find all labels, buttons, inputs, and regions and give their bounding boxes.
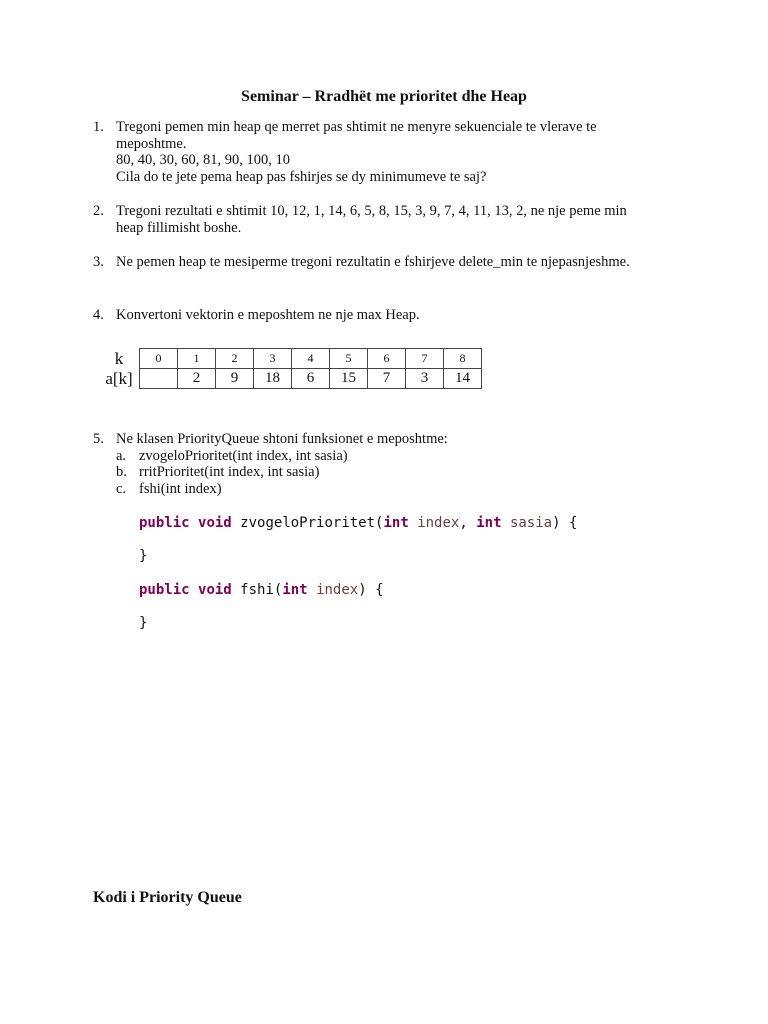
code-brace: } bbox=[139, 615, 148, 631]
k-cell: 1 bbox=[178, 349, 216, 369]
question-1-line-3: 80, 40, 30, 60, 81, 90, 100, 10 bbox=[116, 152, 290, 168]
subitem-letter: c. bbox=[116, 480, 127, 497]
k-cell: 8 bbox=[444, 349, 482, 369]
question-2-line-2: heap fillimisht boshe. bbox=[116, 219, 242, 236]
a-cell bbox=[140, 369, 178, 389]
question-number: 4. bbox=[93, 307, 104, 323]
code-keyword: int bbox=[282, 582, 308, 598]
code-param: sasia bbox=[509, 515, 553, 531]
k-cell: 2 bbox=[216, 349, 254, 369]
k-cell: 0 bbox=[140, 349, 178, 369]
question-4-line-1: Konvertoni vektorin e meposhtem ne nje max Heap. bbox=[116, 307, 420, 323]
question-1 bbox=[93, 119, 673, 185]
code-keyword: void bbox=[198, 582, 232, 598]
code-punct: ) { bbox=[552, 515, 578, 531]
a-cell: 2 bbox=[178, 369, 216, 389]
code-function-name: zvogeloPrioritet( bbox=[240, 515, 384, 531]
subitem-b bbox=[116, 464, 673, 481]
vector-table bbox=[99, 348, 482, 389]
question-3 bbox=[93, 254, 693, 271]
a-cell: 3 bbox=[406, 369, 444, 389]
a-cell: 7 bbox=[368, 369, 406, 389]
k-cell: 7 bbox=[406, 349, 444, 369]
subitem-a bbox=[116, 448, 673, 465]
code-function-name: fshi( bbox=[240, 582, 283, 598]
k-cell: 6 bbox=[368, 349, 406, 369]
question-2 bbox=[93, 203, 673, 236]
subitem-text: fshi(int index) bbox=[139, 480, 222, 497]
question-1-line-4: Cila do te jete pema heap pas fshirjes se dy minimumeve te saj? bbox=[116, 168, 487, 185]
k-cell: 4 bbox=[292, 349, 330, 369]
subitem-c bbox=[116, 481, 673, 498]
code-keyword: public bbox=[139, 515, 190, 531]
code-param: index bbox=[417, 515, 460, 531]
a-cell: 14 bbox=[444, 369, 482, 389]
a-cell: 6 bbox=[292, 369, 330, 389]
code-punct: , bbox=[459, 515, 477, 531]
a-cell: 18 bbox=[254, 369, 292, 389]
question-1-line-1: Tregoni pemen min heap qe merret pas shtimit ne menyre sekuenciale te vlerave te bbox=[116, 119, 597, 135]
code-keyword: void bbox=[198, 515, 232, 531]
code-line-fshi-signature bbox=[139, 582, 384, 598]
code-line-zvogelo-signature bbox=[139, 515, 577, 531]
question-number: 5. bbox=[93, 431, 104, 447]
subitem-letter: b. bbox=[116, 464, 127, 480]
code-brace: } bbox=[139, 548, 148, 564]
code-line-brace bbox=[139, 548, 147, 564]
code-line-brace bbox=[139, 615, 147, 631]
subitem-letter: a. bbox=[116, 447, 127, 464]
question-4 bbox=[93, 307, 673, 324]
question-2-line-1: Tregoni rezultati e shtimit 10, 12, 1, 14, 6, 5, 8, 15, 3, 9, 7, 4, 11, 13, 2, ne nje peme min bbox=[116, 203, 627, 219]
question-1-line-2: meposhtme. bbox=[116, 135, 187, 152]
k-cell: 5 bbox=[330, 349, 368, 369]
a-cell: 15 bbox=[330, 369, 368, 389]
question-5 bbox=[93, 431, 673, 497]
question-number: 3. bbox=[93, 254, 104, 270]
question-number: 1. bbox=[93, 119, 104, 135]
question-3-line-1: Ne pemen heap te mesiperme tregoni rezultatin e fshirjeve delete_min te njepasnjeshme. bbox=[116, 254, 630, 270]
code-keyword: int bbox=[476, 515, 502, 531]
table-row-a bbox=[99, 369, 482, 389]
a-label: a[k] bbox=[105, 368, 133, 388]
page-title: Seminar – Rradhët me prioritet dhe Heap bbox=[241, 88, 527, 105]
k-label: k bbox=[114, 348, 124, 368]
code-punct: ) { bbox=[358, 582, 384, 598]
code-keyword: int bbox=[383, 515, 409, 531]
code-param: index bbox=[316, 582, 359, 598]
section-heading: Kodi i Priority Queue bbox=[93, 889, 242, 906]
subitem-text: rritPrioritet(int index, int sasia) bbox=[139, 464, 320, 480]
code-keyword: public bbox=[139, 582, 190, 598]
a-cell: 9 bbox=[216, 369, 254, 389]
subitem-text: zvogeloPrioritet(int index, int sasia) bbox=[139, 447, 348, 464]
table-row-k bbox=[99, 349, 482, 369]
k-cell: 3 bbox=[254, 349, 292, 369]
question-5-line-1: Ne klasen PriorityQueue shtoni funksionet e meposhtme: bbox=[116, 431, 448, 447]
question-number: 2. bbox=[93, 203, 104, 219]
